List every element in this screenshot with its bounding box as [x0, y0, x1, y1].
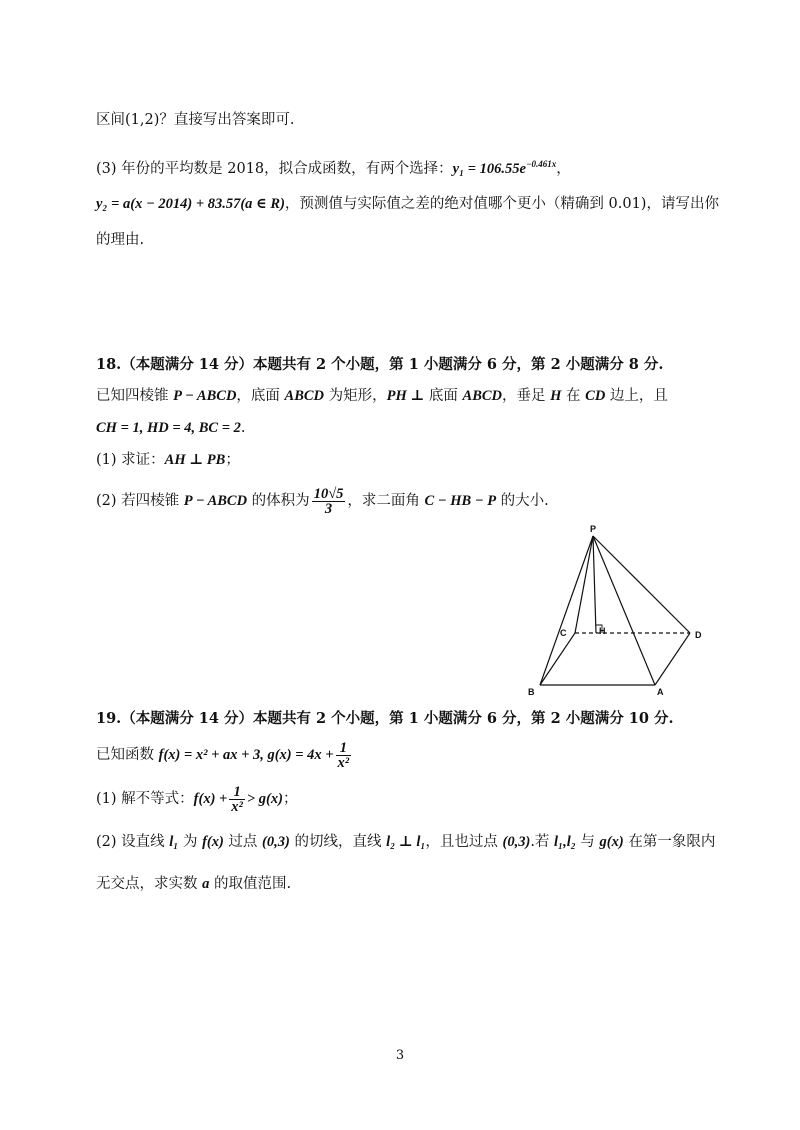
q18-part2-text-d: 的大小. [496, 493, 549, 509]
height-PH [593, 536, 596, 633]
q19-part-1 [96, 782, 708, 816]
label-B: B [528, 687, 535, 697]
q19-part1-fraction [229, 785, 245, 814]
q17-line-2 [96, 152, 708, 181]
q18-volume-numerator: 10√5 [313, 485, 344, 502]
q19-part2-text-f: .若 [530, 834, 555, 850]
label-A: A [657, 687, 664, 697]
label-P: P [590, 524, 597, 534]
q19-part-2-line-2 [96, 872, 708, 896]
q18-stem-text-e: ，垂足 [502, 388, 551, 404]
q19-part2-text-e: ，且也过点 [425, 834, 503, 850]
q19-header-text: 19.（本题满分 14 分）本题共有 2 个小题，第 1 小题满分 6 分，第 2 小题满分 10 分. [96, 710, 674, 727]
q19-part-2-line-1 [96, 830, 716, 854]
q17-interval-text: 区间(1,2)？直接写出答案即可. [96, 112, 295, 128]
q18-stem-text-c: 为矩形， [324, 388, 387, 404]
q17-line3-text: ，预测值与实际值之差的绝对值哪个更小（精确到 0.01)，请写出你 [284, 196, 719, 212]
q18-part2-text-a: (2) 若四棱锥 [96, 493, 184, 509]
q19-part2-math-1: l₁ [169, 834, 179, 850]
q19-part1-label: (1) 解不等式： [96, 791, 194, 807]
q18-part2-text-b: 的体积为 [247, 493, 310, 509]
q19-part2-math-3: (0,3) [262, 834, 290, 850]
q17-line-3 [96, 192, 719, 216]
q18-part2-math-1: P − ABCD [183, 493, 248, 509]
q19-part1-denominator: x² [231, 798, 243, 815]
q18-stem-math-2: ABCD [284, 388, 325, 404]
q19-part2-math-5: (0,3) [502, 834, 531, 850]
q18-stem-line-2 [96, 416, 708, 440]
q18-part-2 [96, 484, 708, 518]
q19-part1-math-1: f(x) + [193, 791, 228, 807]
q18-part2-text-c: ，求二面角 [347, 493, 425, 509]
q18-stem-math-4: ABCD [462, 388, 503, 404]
edge-PB [540, 536, 593, 685]
q17-line2-end: ， [556, 160, 571, 177]
q17-line-4 [96, 228, 708, 252]
q19-part2-math-4: l₂ ⊥ l₁ [386, 834, 426, 850]
q18-stem-math-6: CD [585, 388, 606, 404]
q17-y1-exponent: −0.461x [526, 159, 557, 169]
q19-part2-text-c: 过点 [223, 834, 263, 850]
pyramid-figure [520, 520, 720, 700]
edge-AD [655, 633, 690, 685]
q19-part2-text-h: 在第一象限内 [623, 834, 716, 850]
edge-PC [575, 536, 593, 633]
q18-stem-math-3: PH ⊥ [386, 388, 425, 404]
q18-part1-label: (1) 求证： [96, 452, 165, 468]
q19-stem [96, 738, 708, 772]
q19-part2-line2-math: a [202, 876, 210, 892]
q19-part2-math-7: g(x) [599, 834, 624, 850]
label-H: H [599, 626, 606, 636]
q19-part2-math-6: l₁,l₂ [554, 834, 576, 850]
q19-part2-text-a: (2) 设直线 [96, 834, 170, 850]
q18-stem-text-g: 边上，且 [605, 388, 668, 404]
q18-part-1 [96, 448, 708, 472]
q19-part1-math-2: > g(x) [246, 791, 283, 807]
q18-volume-fraction [312, 487, 346, 516]
q19-part2-line2-text-b: 的取值范围. [209, 876, 292, 892]
q19-header [96, 707, 708, 731]
q19-part2-text-d: 的切线，直线 [289, 834, 387, 850]
q17-part3-label: (3) 年份的平均数是 2018，拟合成函数，有两个选择： [96, 160, 453, 177]
edge-PD [593, 536, 690, 633]
q19-part2-line2-text-a: 无交点，求实数 [96, 876, 203, 892]
page-number: 3 [395, 1048, 405, 1063]
q17-y2-formula: y₂ = a(x − 2014) + 83.57(a ∈ R) [96, 196, 285, 212]
q19-part1-end: ； [282, 791, 298, 807]
q19-stem-denominator: x² [337, 754, 350, 771]
q17-reason-text: 的理由. [96, 232, 145, 248]
q18-stem-text-f: 在 [561, 388, 586, 404]
edge-BC [540, 633, 575, 685]
q18-stem-math-1: P − ABCD [173, 388, 237, 404]
q19-part2-text-g: 与 [575, 834, 600, 850]
q19-functions: f(x) = x² + ax + 3, g(x) = 4x + [158, 747, 334, 763]
q19-part2-text-b: 为 [178, 834, 203, 850]
q19-part1-numerator: 1 [229, 785, 245, 800]
q18-given-values: CH = 1, HD = 4, BC = 2 [96, 420, 241, 436]
q18-stem2-end: . [240, 420, 246, 436]
label-D: D [695, 630, 702, 640]
q19-stem-numerator: 1 [336, 741, 352, 756]
q18-volume-denominator: 3 [324, 500, 333, 517]
q18-stem-text-a: 已知四棱锥 [96, 388, 174, 404]
q18-stem-math-5: H [550, 388, 562, 404]
edge-PA [593, 536, 655, 685]
q18-stem-text-b: ，底面 [236, 388, 285, 404]
q19-stem-fraction [336, 741, 352, 770]
q17-y1-formula: y₁ = 106.55e [452, 160, 526, 177]
q19-stem-text: 已知函数 [96, 747, 159, 763]
q18-part1-math: AH ⊥ PB [164, 452, 226, 468]
q18-header [96, 353, 708, 377]
q17-line-1 [96, 108, 708, 132]
q18-stem-text-d: 底面 [424, 388, 463, 404]
q18-stem-line-1 [96, 384, 708, 408]
q18-part2-math-2: C − HB − P [424, 493, 497, 509]
label-C: C [560, 628, 567, 638]
q19-part2-math-2: f(x) [202, 834, 224, 850]
q18-part1-end: ； [225, 452, 240, 468]
q18-header-text: 18.（本题满分 14 分）本题共有 2 个小题，第 1 小题满分 6 分，第 2 小题满分 8 分. [96, 356, 664, 373]
